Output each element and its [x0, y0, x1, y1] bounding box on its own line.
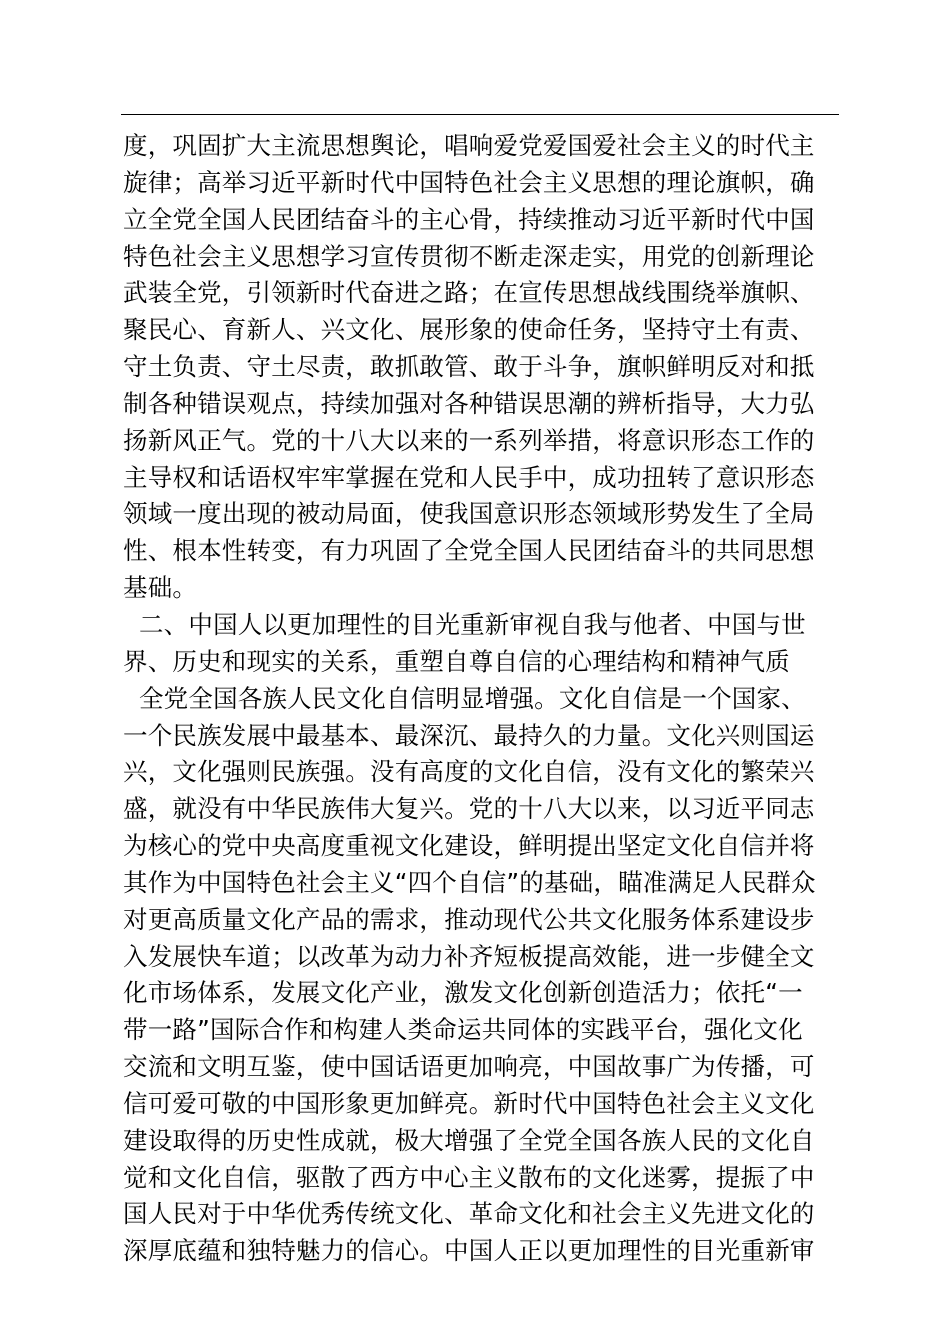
text-line: 制各种错误观点，持续加强对各种错误思潮的辨析指导，大力弘 — [123, 388, 815, 418]
text-line: 主导权和话语权牢牢掌握在党和人民手中，成功扭转了意识形态 — [123, 462, 815, 492]
text-line: 全党全国各族人民文化自信明显增强。文化自信是一个国家、 — [123, 683, 806, 713]
text-line: 觉和文化自信，驱散了西方中心主义散布的文化迷雾，提振了中 — [123, 1162, 815, 1192]
text-line: 化市场体系，发展文化产业，激发文化创新创造活力；依托“一 — [123, 978, 803, 1008]
text-line: 扬新风正气。党的十八大以来的一系列举措，将意识形态工作的 — [123, 425, 815, 455]
text-line: 守土负责、守土尽责，敢抓敢管、敢于斗争，旗帜鲜明反对和抵 — [123, 352, 815, 382]
text-line: 带一路”国际合作和构建人类命运共同体的实践平台，强化文化 — [123, 1015, 803, 1045]
section-heading-line: 二、中国人以更加理性的目光重新审视自我与他者、中国与世 — [123, 609, 806, 639]
text-line: 国人民对于中华优秀传统文化、革命文化和社会主义先进文化的 — [123, 1199, 815, 1229]
text-line: 入发展快车道；以改革为动力补齐短板提高效能，进一步健全文 — [123, 941, 815, 971]
text-line: 旋律；高举习近平新时代中国特色社会主义思想的理论旗帜，确 — [123, 167, 815, 197]
text-line: 特色社会主义思想学习宣传贯彻不断走深走实，用党的创新理论 — [123, 241, 815, 271]
text-line: 兴，文化强则民族强。没有高度的文化自信，没有文化的繁荣兴 — [123, 757, 815, 787]
text-line: 度，巩固扩大主流思想舆论，唱响爱党爱国爱社会主义的时代主 — [123, 131, 815, 160]
text-line: 性、根本性转变，有力巩固了全党全国人民团结奋斗的共同思想 — [123, 536, 815, 566]
text-line: 聚民心、育新人、兴文化、展形象的使命任务，坚持守土有责、 — [123, 315, 815, 345]
text-line: 信可爱可敬的中国形象更加鲜亮。新时代中国特色社会主义文化 — [123, 1088, 815, 1118]
text-line: 其作为中国特色社会主义“四个自信”的基础，瞄准满足人民群众 — [123, 867, 816, 897]
text-line: 盛，就没有中华民族伟大复兴。党的十八大以来，以习近平同志 — [123, 794, 815, 824]
header-rule — [121, 114, 839, 115]
text-line: 交流和文明互鉴，使中国话语更加响亮，中国故事广为传播，可 — [123, 1052, 815, 1082]
section-heading-line: 界、历史和现实的关系，重塑自尊自信的心理结构和精神气质 — [123, 646, 790, 676]
body-text — [123, 128, 841, 1270]
text-line: 为核心的党中央高度重视文化建设，鲜明提出坚定文化自信并将 — [123, 831, 815, 861]
text-line: 立全党全国人民团结奋斗的主心骨，持续推动习近平新时代中国 — [123, 204, 815, 234]
text-line: 领域一度出现的被动局面，使我国意识形态领域形势发生了全局 — [123, 499, 815, 529]
text-line: 武装全党，引领新时代奋进之路；在宣传思想战线围绕举旗帜、 — [123, 278, 815, 308]
text-line: 深厚底蕴和独特魅力的信心。中国人正以更加理性的目光重新审 — [123, 1236, 815, 1266]
text-line: 建设取得的历史性成就，极大增强了全党全国各族人民的文化自 — [123, 1125, 815, 1155]
text-line: 对更高质量文化产品的需求，推动现代公共文化服务体系建设步 — [123, 904, 815, 934]
text-line: 一个民族发展中最基本、最深沉、最持久的力量。文化兴则国运 — [123, 720, 815, 750]
text-line: 基础。 — [123, 573, 198, 603]
